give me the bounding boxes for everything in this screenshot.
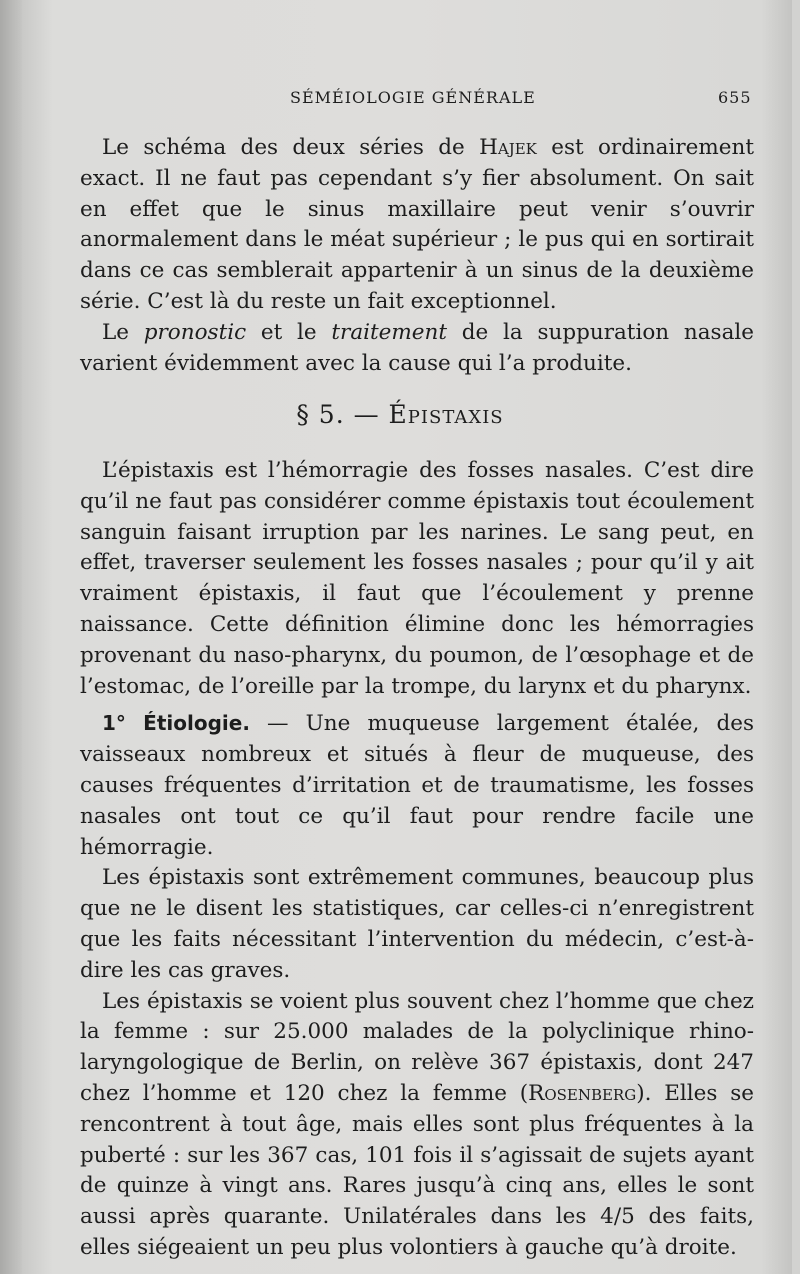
author-name: Rosenberg [528, 1080, 637, 1106]
paragraph-prognosis [80, 318, 754, 380]
text-run: et le [246, 319, 332, 345]
text-run: est ordinairement exact. Il ne faut pas cependant s’y fier absolument. On sait en effet que le sinus maxillaire peut venir s’ouvrir anormalement dans le méat supérieur ; le pus qui en sortirait dans ce cas semblerait appartenir à un sinus de la deuxième série. C’est là du reste un fait exceptionnel. [80, 135, 754, 314]
page-gutter [0, 0, 22, 1274]
page-number: 655 [718, 88, 752, 107]
text-block-upper [80, 133, 754, 379]
section-heading: § 5. — Épistaxis [296, 400, 504, 429]
text-run: ). Elles se rencontrent à tout âge, mais elles sont plus fréquentes à la puberté : sur les 367 cas, 101 fois il s’agissait de sujets ayant de quinze à vingt ans. Rares jusqu’à cinq ans, elles le sont aussi après quarante. Unilatérales dans les 4/5 des faits, elles siégeaient un peu plus volontiers à gauche qu’à droite. [80, 1080, 754, 1260]
text-run: Les épistaxis se voient plus souvent chez l’homme que chez la femme : sur 25.000 malades de la polyclinique rhino-laryngologique de Berlin, on relève 367 épistaxis, dont 247 chez l’homme et 120 chez la femme ( [80, 988, 754, 1106]
etiology-title: 1° Étiologie. [102, 711, 250, 736]
text-run: — Une muqueuse largement étalée, des vaisseaux nombreux et situés à fleur de muqueuse, des causes fréquentes d’irritation et de traumatisme, les fosses nasales ont tout ce qu’il faut pour rendre facile une hémorragie. [80, 711, 754, 860]
paragraph-hajek [80, 133, 754, 318]
emphasis-traitement: traitement [331, 319, 447, 345]
text-run: Le schéma des deux séries de [102, 135, 480, 160]
text-run: Le [102, 319, 144, 345]
page-header [0, 88, 800, 112]
paragraph-etiology [80, 708, 754, 863]
text-block-lower [80, 456, 754, 1264]
author-name: Hajek [479, 135, 537, 160]
paragraph-frequency: Les épistaxis sont extrêmement communes, beaucoup plus que ne le disent les statistiques, car celles-ci n’enregistrent que les faits nécessitant l’intervention du médecin, c’est-à-dire les cas graves. [80, 865, 754, 983]
running-head: SÉMÉIOLOGIE GÉNÉRALE [290, 88, 536, 107]
emphasis-pronostic: pronostic [143, 319, 247, 345]
paragraph-statistics [80, 987, 754, 1264]
text-run: de la suppuration nasale varient évidemment avec la cause qui l’a produite. [80, 319, 754, 376]
paragraph-definition: L’épistaxis est l’hémorragie des fosses nasales. C’est dire qu’il ne faut pas considérer comme épistaxis tout écoulement sanguin faisant irruption par les narines. Le sang peut, en effet, traverser seulement les fosses nasales ; pour qu’il y ait vraiment épistaxis, il faut que l’écoulement y prenne naissance. Cette définition élimine donc les hémorragies provenant du naso-pharynx, du poumon, de l’œsophage et de l’estomac, de l’oreille par la trompe, du larynx et du pharynx. [80, 458, 754, 699]
